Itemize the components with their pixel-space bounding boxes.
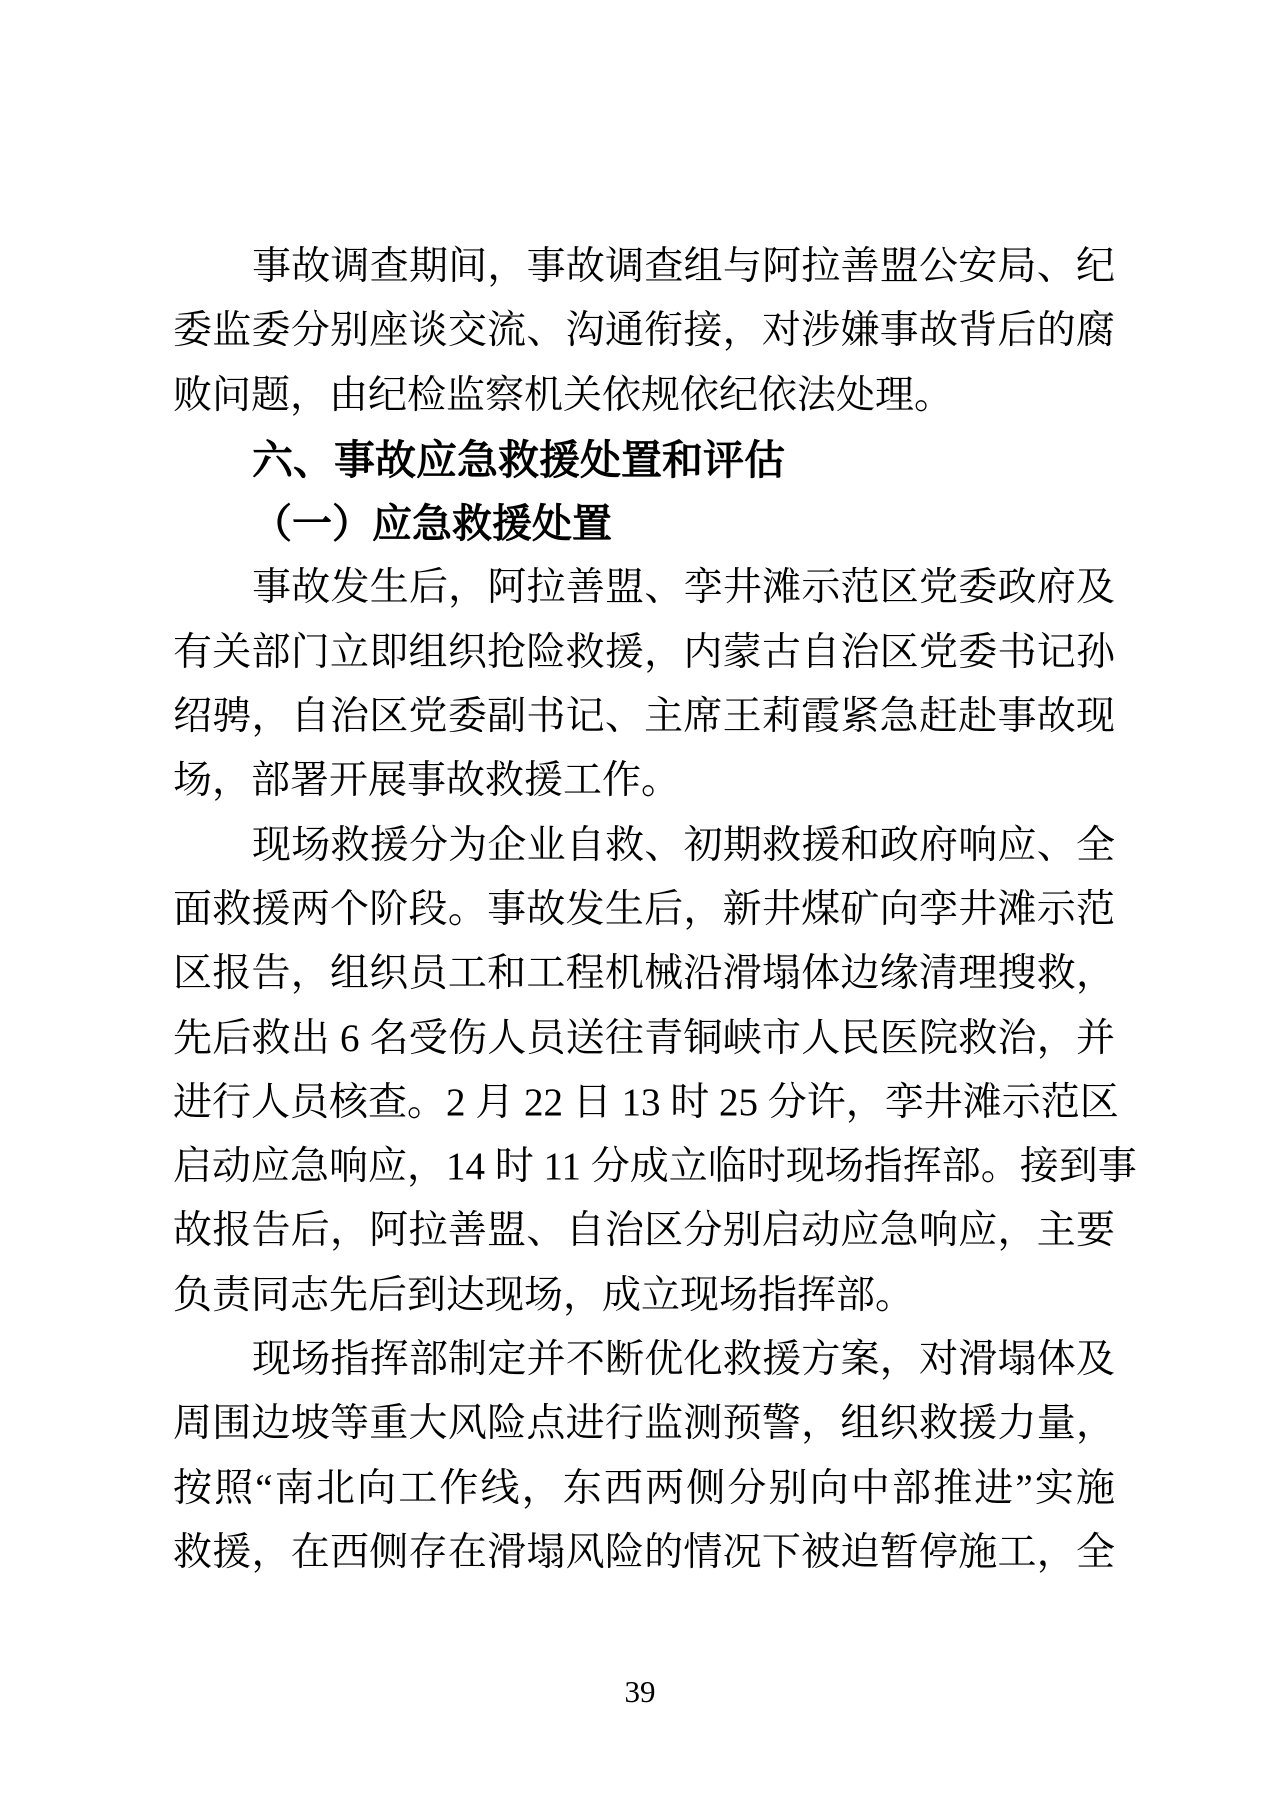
paragraph-line: 按照“南北向工作线，东西两侧分别向中部推进”实施 [173,1466,1115,1510]
paragraph-line: 有关部门立即组织抢险救援，内蒙古自治区党委书记孙 [173,630,1115,674]
page-number: 39 [624,1674,656,1709]
paragraph-line: 绍骋，自治区党委副书记、主席王莉霞紧急赶赴事故现 [173,695,1115,739]
paragraph-line: 败问题，由纪检监察机关依规依纪依法处理。 [173,373,954,417]
text-block [173,235,1137,1585]
paragraph-line: 启动应急响应，14 时 11 分成立临时现场指挥部。接到事 [173,1145,1137,1189]
subsection-heading: （一）应急救援处置 [252,501,612,547]
paragraph-line: 委监委分别座谈交流、沟通衔接，对涉嫌事故背后的腐 [173,309,1115,353]
paragraph-line: 区报告，组织员工和工程机械沿滑塌体边缘清理搜救， [173,952,1115,996]
paragraph-line: 事故发生后，阿拉善盟、孪井滩示范区党委政府及 [252,566,1115,610]
paragraph-line: 现场救援分为企业自救、初期救援和政府响应、全 [252,823,1115,867]
page-footer [0,1672,1280,1712]
paragraph-line: 进行人员核查。2 月 22 日 13 时 25 分许，孪井滩示范区 [173,1080,1119,1124]
paragraph-line: 先后救出 6 名受伤人员送往青铜峡市人民医院救治，并 [173,1016,1115,1060]
paragraph-line: 现场指挥部制定并不断优化救援方案，对滑塌体及 [252,1338,1115,1382]
paragraph-line: 周围边坡等重大风险点进行监测预警，组织救援力量， [173,1402,1115,1446]
paragraph-line: 面救援两个阶段。事故发生后，新井煤矿向孪井滩示范 [173,887,1115,931]
paragraph-line: 场，部署开展事故救援工作。 [173,759,681,803]
paragraph-line: 救援，在西侧存在滑塌风险的情况下被迫暂停施工，全 [173,1530,1115,1574]
paragraph-line: 事故调查期间，事故调查组与阿拉善盟公安局、纪 [252,245,1115,288]
section-heading: 六、事故应急救援处置和评估 [252,436,785,483]
paragraph-line: 负责同志先后到达现场，成立现场指挥部。 [173,1273,915,1317]
paragraph-line: 故报告后，阿拉善盟、自治区分别启动应急响应，主要 [173,1209,1115,1253]
